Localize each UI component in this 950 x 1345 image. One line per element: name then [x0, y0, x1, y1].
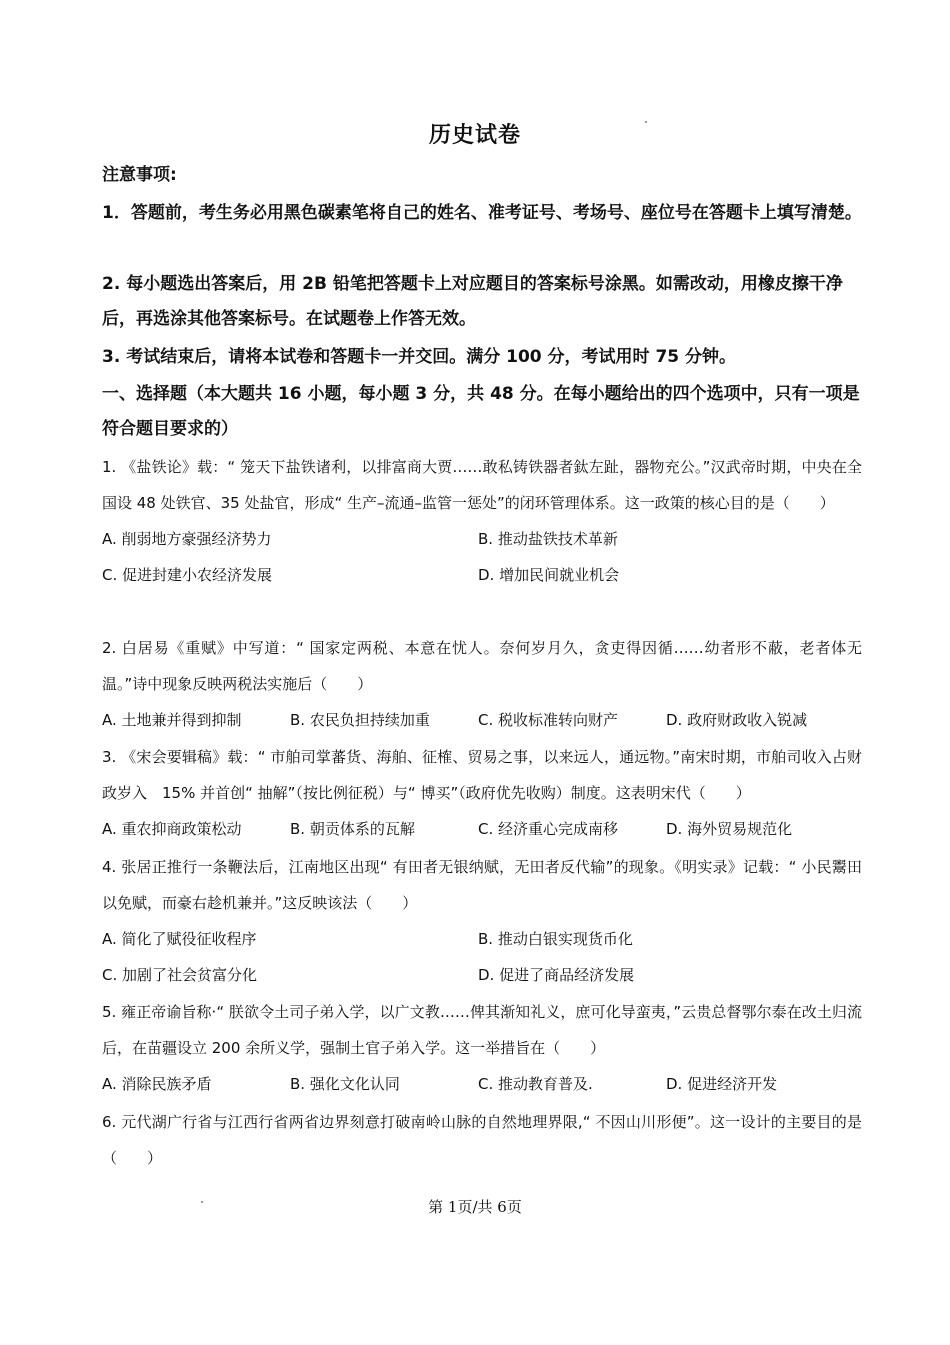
- question-text: 1. 《盐铁论》载：“ 笼天下盐铁诸利，以排富商大贾……敢私铸铁器者鈦左趾，器物充公。”汉武帝时期，中央在全国设 48 处铁官、35 处盐官，形成“ 生产–流通–监管一惩处”的闭环管理体系。这一政策的核心目的是（ ）: [102, 458, 862, 512]
- option-b[interactable]: B. 强化文化认同: [290, 1075, 400, 1093]
- option-c[interactable]: C. 经济重心完成南移: [478, 820, 619, 838]
- page-title: 历史试卷: [428, 123, 521, 148]
- options-row: [102, 957, 862, 993]
- question-4: [102, 849, 862, 993]
- question-text: 6. 元代湖广行省与江西行省两省边界刻意打破南岭山脉的自然地理界限,“ 不因山川形便”。这一设计的主要目的是（ ）: [102, 1113, 862, 1167]
- option-b[interactable]: B. 推动盐铁技术革新: [478, 530, 618, 548]
- notice-item-3: 3. 考试结束后，请将本试卷和答题卡一并交回。满分 100 分，考试用时 75 分钟。: [102, 347, 737, 367]
- question-text: 4. 张居正推行一条鞭法后，江南地区出现“ 有田者无银纳赋，无田者反代输”的现象。《明实录》记载：“ 小民鬻田以免赋，而豪右趁机兼并。”这反映该法（ ）: [102, 858, 862, 912]
- option-a[interactable]: A. 土地兼并得到抑制: [102, 711, 242, 729]
- option-b[interactable]: B. 农民负担持续加重: [290, 711, 430, 729]
- question-6: [102, 1104, 862, 1176]
- option-d[interactable]: D. 海外贸易规范化: [666, 820, 793, 838]
- option-b[interactable]: B. 推动白银实现货币化: [478, 930, 633, 948]
- option-b[interactable]: B. 朝贡体系的瓦解: [290, 820, 415, 838]
- option-d[interactable]: D. 促进了商品经济发展: [478, 966, 635, 984]
- options-row: [102, 702, 862, 738]
- notice-heading: 注意事项:: [102, 165, 177, 185]
- section-heading: 一、选择题（本大题共 16 小题，每小题 3 分，共 48 分。在每小题给出的四个选项中，只有一项是符合题目要求的）: [102, 384, 860, 439]
- question-text: 3. 《宋会要辑稿》载：“ 市舶司掌蕃货、海舶、征榷、贸易之事，以来远人，通远物。”南宋时期，市舶司收入占财政岁入 15% 并首创“ 抽解”（按比例征税）与“ 博买”（政府优先收购）制度。这表明宋代（ ）: [102, 748, 862, 802]
- options-row: [102, 1066, 862, 1102]
- options-row: [102, 921, 862, 957]
- option-a[interactable]: A. 重农抑商政策松动: [102, 820, 242, 838]
- question-2: [102, 630, 862, 738]
- page-footer: 第 1页/共 6页: [428, 1198, 522, 1216]
- question-text: 5. 雍正帝谕旨称·“ 朕欲令土司子弟入学，以广文教……俾其渐知礼义，庶可化导蛮夷，”云贵总督鄂尔泰在改土归流后，在苗疆设立 200 余所义学，强制土官子弟入学。这一举措旨在（ ）: [102, 1003, 862, 1057]
- question-3: [102, 739, 862, 847]
- option-d[interactable]: D. 政府财政收入锐减: [666, 711, 808, 729]
- option-c[interactable]: C. 税收标准转向财产: [478, 711, 619, 729]
- option-a[interactable]: A. 消除民族矛盾: [102, 1075, 212, 1093]
- notice-item-2: 2. 每小题选出答案后，用 2B 铅笔把答题卡上对应题目的答案标号涂黑。如需改动，用橡皮擦干净后，再选涂其他答案标号。在试题卷上作答无效。: [102, 274, 843, 329]
- options-row: [102, 811, 862, 847]
- option-a[interactable]: A. 简化了赋役征收程序: [102, 930, 257, 948]
- question-5: [102, 994, 862, 1102]
- question-text: 2. 白居易《重赋》中写道：“ 国家定两税、本意在忧人。奈何岁月久，贪吏得因循……幼者形不蔽，老者体无温。”诗中现象反映两税法实施后（ ）: [102, 639, 862, 693]
- question-1: [102, 449, 862, 593]
- option-c[interactable]: C. 促进封建小农经济发展: [102, 566, 273, 584]
- options-row: [102, 557, 862, 593]
- options-row: [102, 521, 862, 557]
- option-c[interactable]: C. 加剧了社会贫富分化: [102, 966, 258, 984]
- option-d[interactable]: D. 促进经济开发: [666, 1075, 778, 1093]
- option-a[interactable]: A. 削弱地方豪强经济势力: [102, 530, 272, 548]
- option-c[interactable]: C. 推动教育普及.: [478, 1075, 593, 1093]
- option-d[interactable]: D. 增加民间就业机会: [478, 566, 620, 584]
- notice-item-1: 1．答题前，考生务必用黑色碳素笔将自己的姓名、准考证号、考场号、座位号在答题卡上填写清楚。: [102, 203, 862, 223]
